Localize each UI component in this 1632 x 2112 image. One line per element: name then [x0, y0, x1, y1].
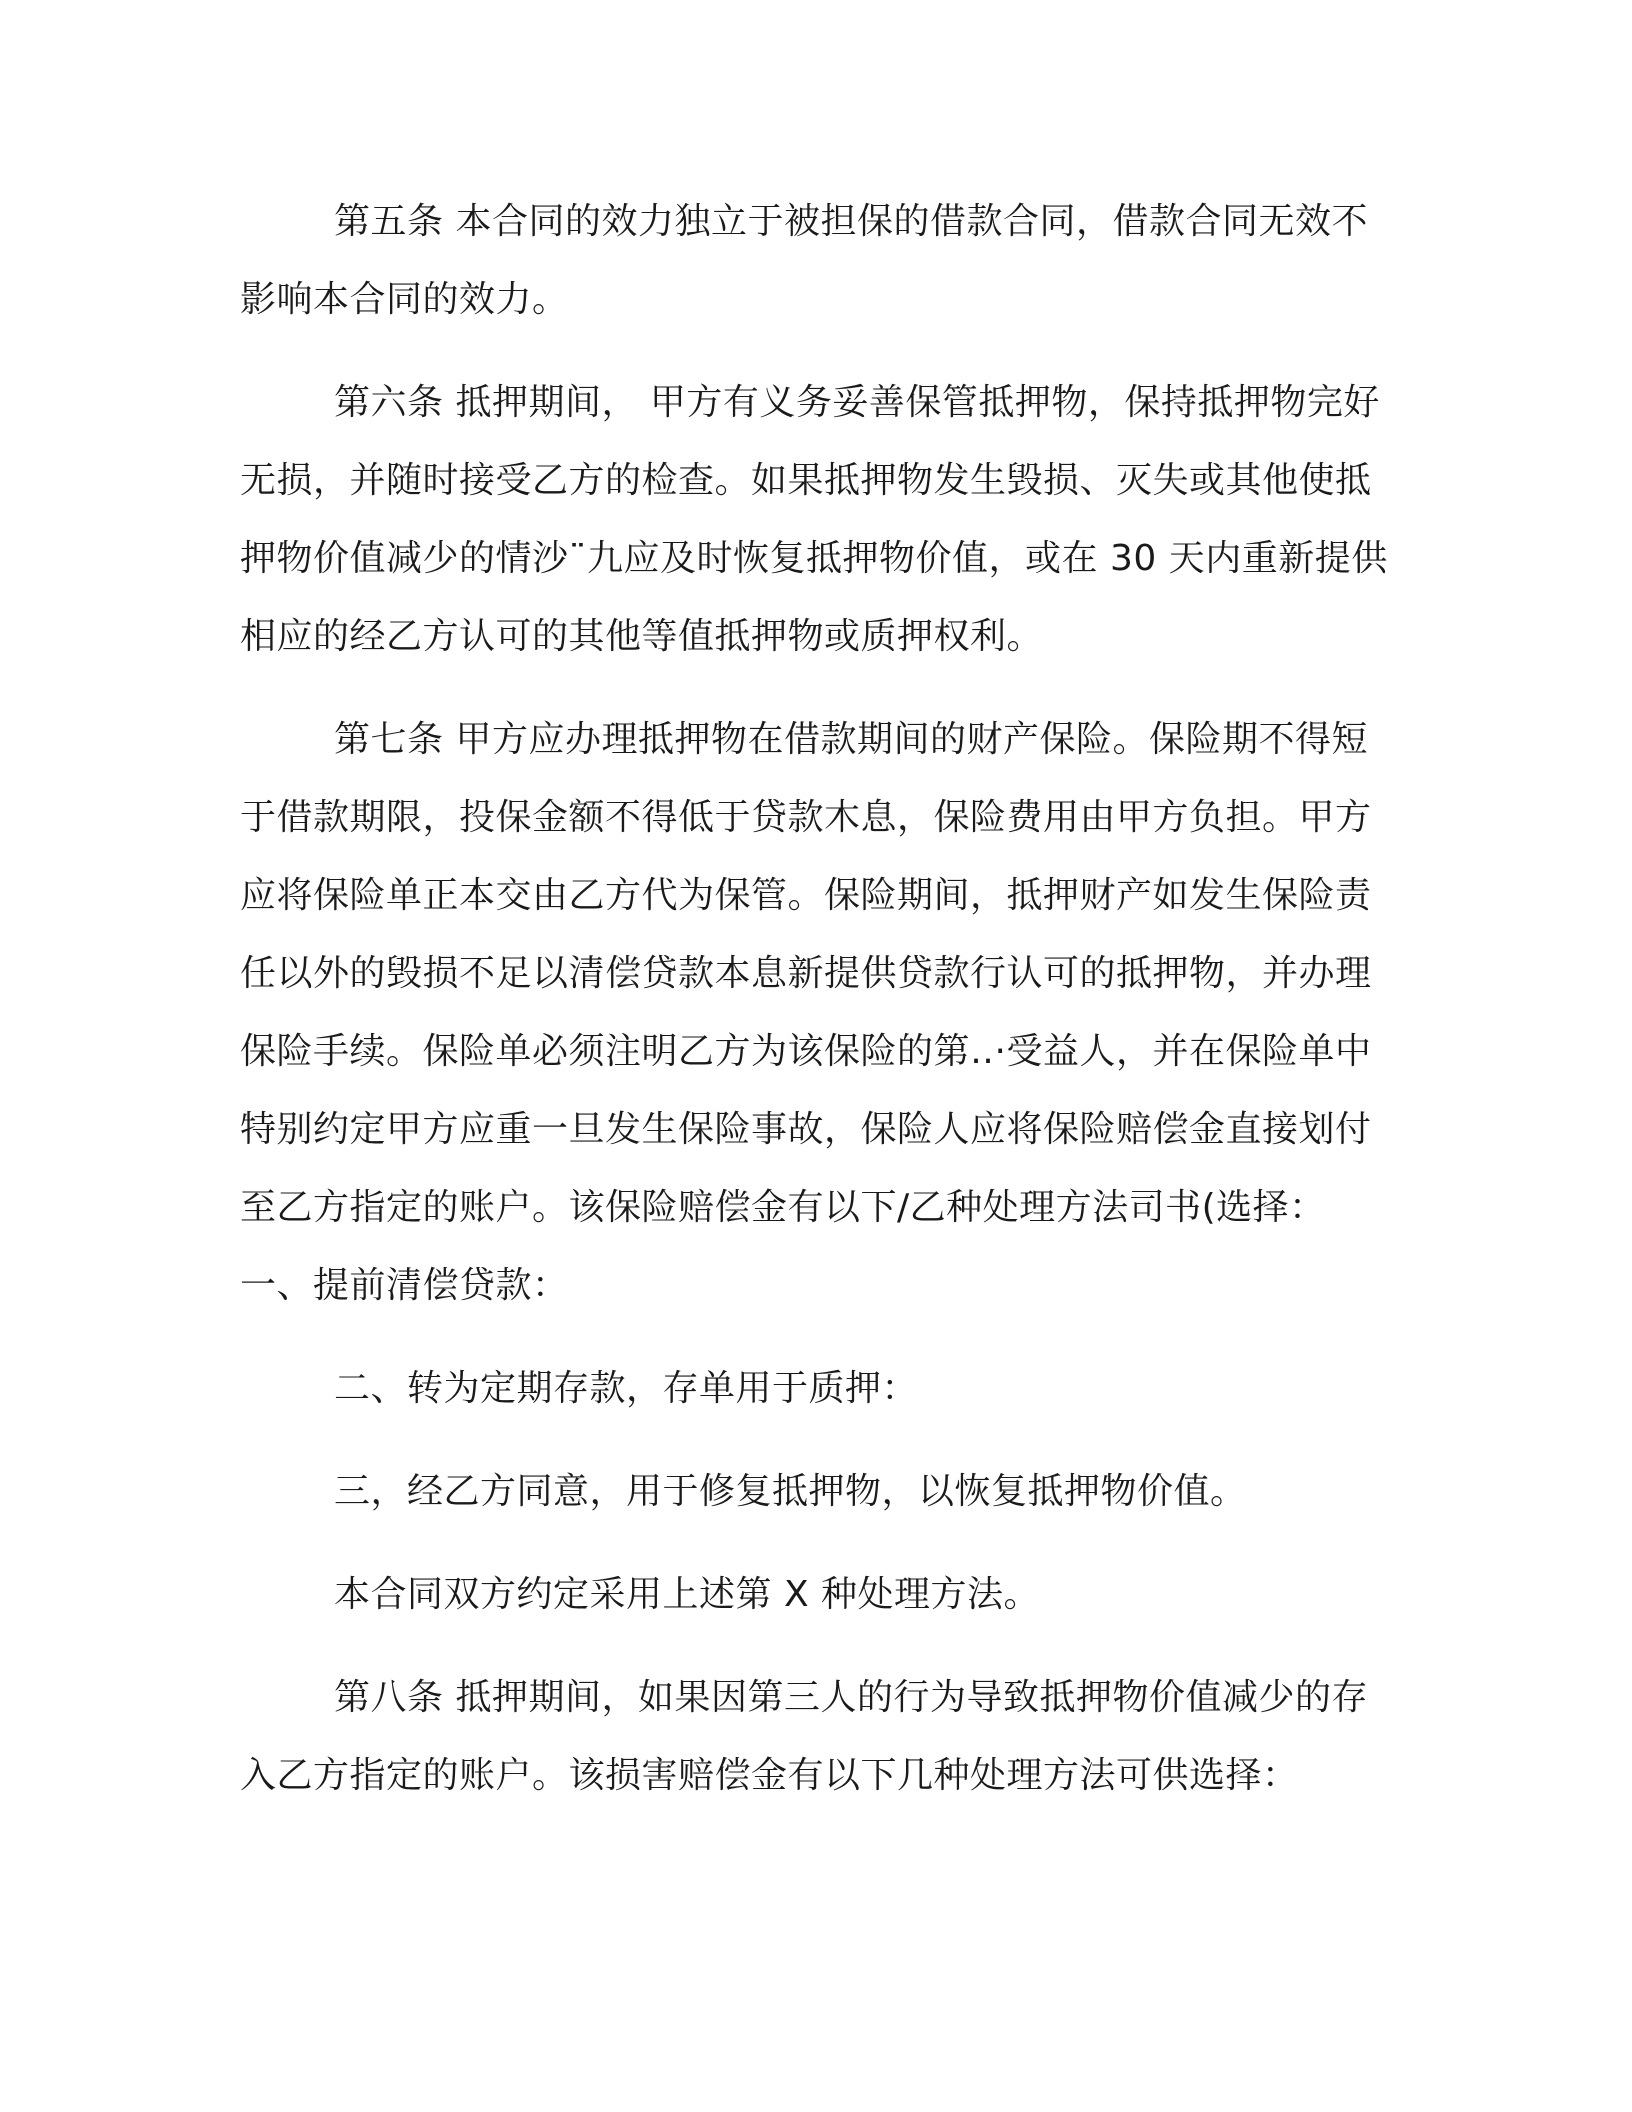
article-7-paragraph: 第七条 甲方应办理抵押物在借款期间的财产保险。保险期不得短于借款期限，投保金额不得低于贷款木息，保险费用由甲方负担。甲方应将保险单正本交由乙方代为保管。保险期间，抵押财产如发生保险责任以外的毁损不足以清偿贷款本息新提供贷款行认可的抵押物，并办理保险手续。保险单必须注明乙方为该保险的第‥·受益人，并在保险单中特别约定甲方应重一旦发生保险事故，保险人应将保险赔偿金直接划付至乙方指定的账户。该保险赔偿金有以下/乙种处理方法司书(选择：一、提前清偿贷款：: [240, 719, 1372, 1306]
document-body: [240, 183, 1390, 1815]
article-5-paragraph: 第五条 本合同的效力独立于被担保的借款合同，借款合同无效不影响本合同的效力。: [240, 201, 1368, 320]
option-3-paragraph: 三，经乙方同意，用于修复抵押物，以恢复抵押物价值。: [334, 1471, 1247, 1512]
chosen-method-paragraph: 本合同双方约定采用上述第 X 种处理方法。: [334, 1574, 1041, 1615]
article-8-paragraph: 第八条 抵押期间，如果因第三人的行为导致抵押物价值减少的存入乙方指定的账户。该损害赔偿金有以下几种处理方法可供选择：: [240, 1677, 1368, 1796]
option-2-paragraph: 二、转为定期存款，存单用于质押：: [334, 1368, 919, 1409]
article-6-paragraph: 第六条 抵押期间， 甲方有义务妥善保管抵押物，保持抵押物完好无损，并随时接受乙方的检查。如果抵押物发生毁损、灭失或其他使抵押物价值减少的情沙¨九应及时恢复抵押物价值，或在 30 天内重新提供相应的经乙方认可的其他等值抵押物或质押权利。: [240, 382, 1388, 657]
